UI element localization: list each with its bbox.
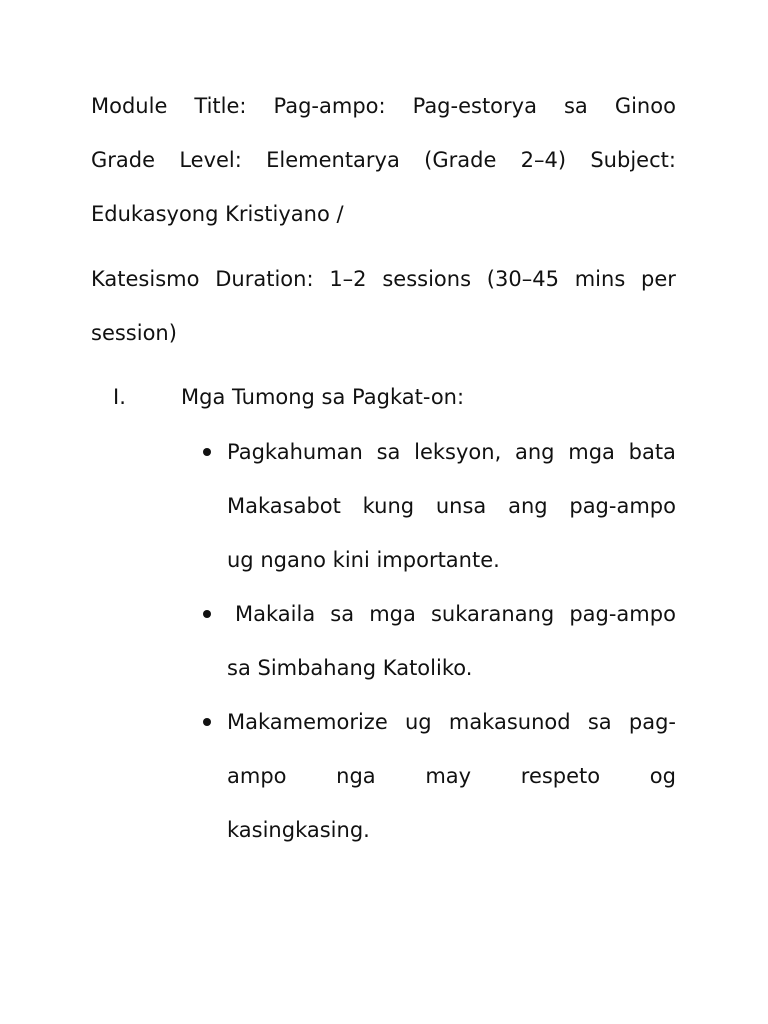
word: og bbox=[649, 764, 676, 788]
word: Duration: bbox=[215, 267, 314, 291]
word: per bbox=[641, 267, 676, 291]
word: Ginoo bbox=[614, 94, 676, 118]
word: (Grade bbox=[424, 148, 497, 172]
word: 2–4) bbox=[520, 148, 567, 172]
session-line: session) bbox=[91, 321, 177, 345]
objective-2-line-1 bbox=[235, 599, 676, 629]
bullet-icon bbox=[203, 448, 211, 456]
word: makasunod bbox=[448, 710, 571, 734]
objective-1-line-2 bbox=[227, 491, 676, 521]
word: sa bbox=[330, 602, 355, 626]
word: Katesismo bbox=[91, 267, 200, 291]
subject-line: Edukasyong Kristiyano / bbox=[91, 202, 344, 226]
word: nga bbox=[336, 764, 376, 788]
bullet-icon bbox=[203, 610, 211, 618]
word: sessions bbox=[382, 267, 472, 291]
word: Elementarya bbox=[266, 148, 400, 172]
objective-3-line-3: kasingkasing. bbox=[227, 818, 370, 842]
word: Grade bbox=[91, 148, 156, 172]
word: respeto bbox=[520, 764, 601, 788]
section-number: I. bbox=[113, 385, 126, 409]
duration-line bbox=[91, 264, 676, 294]
word: bata bbox=[628, 440, 676, 464]
word: ampo bbox=[227, 764, 287, 788]
word: ang bbox=[508, 494, 548, 518]
grade-level-line bbox=[91, 145, 676, 175]
bullet-icon bbox=[203, 718, 211, 726]
word: sa bbox=[563, 94, 588, 118]
word: Pag-estorya bbox=[412, 94, 537, 118]
word: pag-ampo bbox=[569, 494, 676, 518]
word: Subject: bbox=[590, 148, 676, 172]
word: unsa bbox=[435, 494, 487, 518]
word: mga bbox=[568, 440, 615, 464]
word: Pagkahuman bbox=[227, 440, 363, 464]
word: Level: bbox=[179, 148, 242, 172]
word: kung bbox=[362, 494, 415, 518]
word: (30–45 bbox=[486, 267, 559, 291]
word: ang bbox=[514, 440, 555, 464]
word: Makasabot bbox=[227, 494, 341, 518]
word: may bbox=[425, 764, 472, 788]
objective-1-line-3: ug ngano kini importante. bbox=[227, 548, 500, 572]
word: Pag-ampo: bbox=[273, 94, 386, 118]
word: Makaila bbox=[235, 602, 316, 626]
word: pag- bbox=[628, 710, 676, 734]
section-title: Mga Tumong sa Pagkat-on: bbox=[181, 385, 465, 409]
objective-1-line-1 bbox=[227, 437, 676, 467]
word: Makamemorize bbox=[227, 710, 388, 734]
word: ug bbox=[404, 710, 432, 734]
objective-3-line-1 bbox=[227, 707, 676, 737]
word: mins bbox=[574, 267, 626, 291]
module-title-line bbox=[91, 91, 676, 121]
objective-3-line-2 bbox=[227, 761, 676, 791]
word: sukaranang bbox=[430, 602, 555, 626]
word: sa bbox=[587, 710, 612, 734]
word: pag-ampo bbox=[569, 602, 676, 626]
word: Title: bbox=[194, 94, 247, 118]
word: 1–2 bbox=[329, 267, 367, 291]
word: Module bbox=[91, 94, 168, 118]
word: sa bbox=[376, 440, 401, 464]
objective-2-line-2: sa Simbahang Katoliko. bbox=[227, 656, 473, 680]
word: leksyon, bbox=[414, 440, 502, 464]
word: mga bbox=[369, 602, 416, 626]
